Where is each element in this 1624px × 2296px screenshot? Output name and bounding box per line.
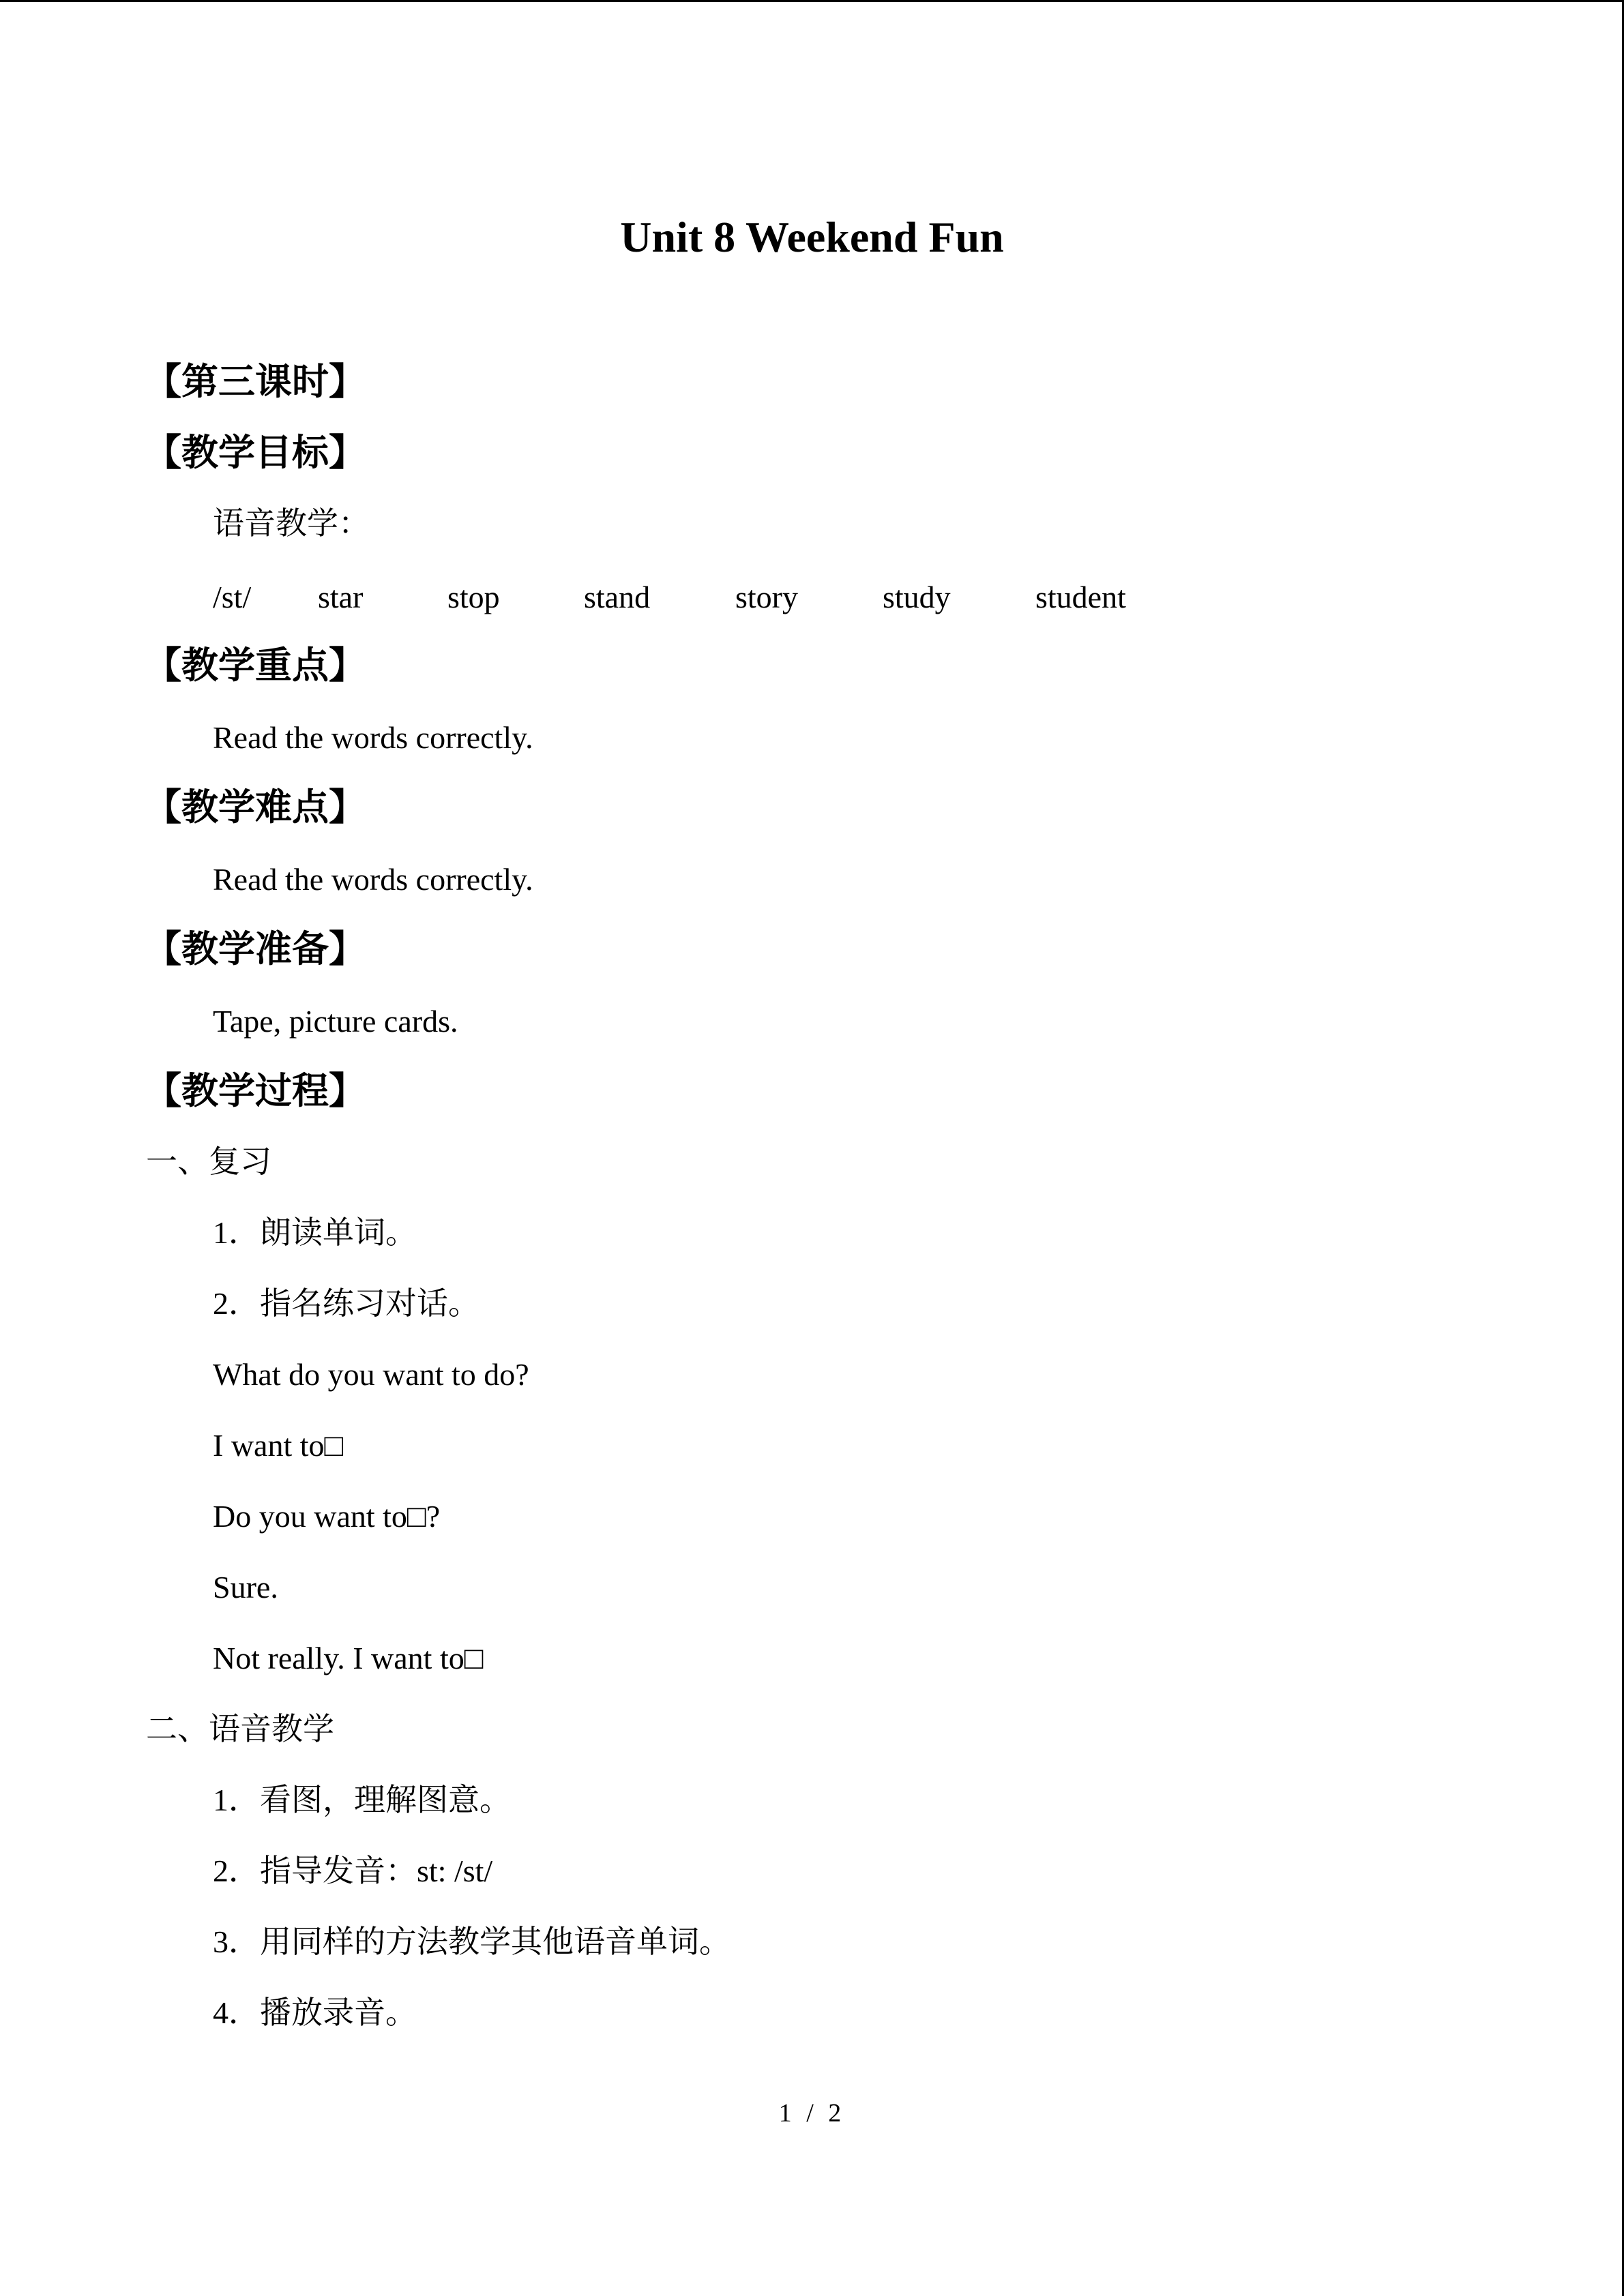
heading-process: 【教学过程】 [145,1071,366,1112]
phoneme: /st/ [213,580,252,614]
difficulties-text: Read the words correctly. [213,862,533,897]
list-item: 2．指导发音：st: /st/ [213,1853,493,1888]
part2-title: 二、语音教学 [146,1712,334,1746]
list-item: 2．指名练习对话。 [213,1286,479,1321]
heading-key-points: 【教学重点】 [145,645,366,686]
word-story: story [735,580,798,614]
dialogue-line: Sure. [213,1570,278,1605]
part1-title: 一、复习 [146,1144,271,1179]
dialogue-line: Not really. I want to□ [213,1641,484,1675]
phonics-label: 语音教学： [213,506,370,541]
page-number: 1 / 2 [778,2099,846,2128]
word-study: study [883,580,951,614]
word-stand: stand [584,580,651,614]
dialogue-line: What do you want to do? [213,1357,529,1392]
list-item: 1．朗读单词。 [213,1215,417,1250]
key-points-text: Read the words correctly. [213,720,533,755]
document-title: Unit 8 Weekend Fun [620,213,1004,261]
page-top-border [0,0,1624,2]
heading-preparation: 【教学准备】 [145,929,366,970]
dialogue-line: Do you want to□? [213,1499,441,1534]
list-item: 1．看图，理解图意。 [213,1783,511,1817]
list-item: 4．播放录音。 [213,1995,417,2030]
heading-goals: 【教学目标】 [145,432,366,473]
heading-lesson: 【第三课时】 [145,361,366,402]
preparation-text: Tape, picture cards. [213,1004,458,1039]
word-stop: stop [447,580,500,614]
heading-difficulties: 【教学难点】 [145,787,366,828]
list-item: 3．用同样的方法教学其他语音单词。 [213,1924,730,1959]
dialogue-line: I want to□ [213,1428,344,1463]
word-student: student [1035,580,1126,614]
word-star: star [318,580,364,614]
